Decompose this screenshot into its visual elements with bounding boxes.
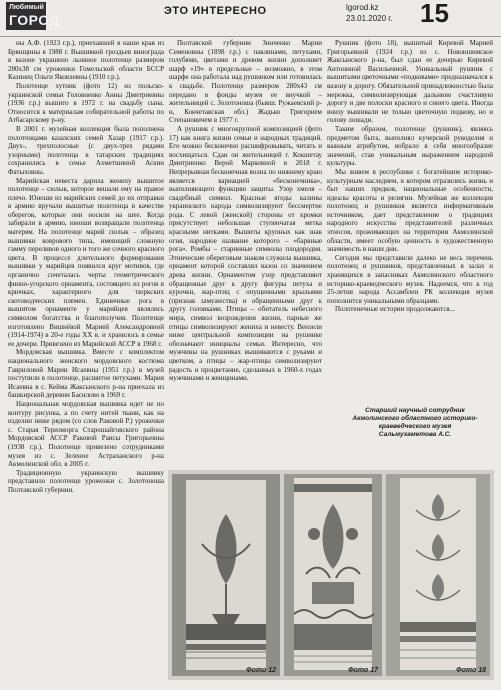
- photo-caption: Фото 12: [246, 667, 276, 674]
- byline-museum: Акмолинского областного историко-краеведческого музея: [352, 415, 478, 430]
- towel-17-image: [284, 474, 382, 676]
- photo-caption: Фото 17: [348, 667, 378, 674]
- paragraph: Мордовская вышивка. Вместе с комплектом национального женского мордовского костюма Гавриловой Марии Исаевны (1951 г.р.) в музей поступили в полотенце, расшитое петухами. Мария Исаевна в с. Кейма Жаксынского р-на приехала из башкирской деревни Басилово в 1969 г.: [8, 348, 164, 400]
- paragraph: Полотенечные истории продолжаются...: [335, 305, 455, 314]
- paragraph: Таким образом, полотенце (рушник), являясь предметом быта, выполнял кучерской рукоделия и важным атрибутом, вобрало в себя многообразие значений, став уникальным выражением народной культуры.: [327, 124, 493, 168]
- paragraph: Традиционную украинскую вышивку представило полотенце уроженки с. Золотоноша Полтавской губернии.: [8, 468, 164, 494]
- photo-caption: Фото 18: [456, 667, 486, 674]
- paragraph: Полотенце хутник (фото 12) из польско-украинской семьи Головненко Анны Дмитриевны (1936 г.р.) вышито в 1972 г. на свадьбу сына. Относится к материалам собирательной работы по Атбасарскому р-ну.: [8, 81, 164, 125]
- article-column-2: [169, 39, 322, 486]
- byline-author: Сальмухаметова А.С.: [378, 431, 452, 438]
- paragraph: Марийская невеста дарила жениху вышитое полотенце – сюлык, которое вешали ему на правое плечо. Юноши из марийских семей до их отправки в армию вручали вышитые полотенца в качестве оберегов, которые они носили на шее. Когда забирали в армию, юноши возвращали полотенца матерям. На полотенце марий сюлык – образец вышивки коврового типа, имеющий сложную гамму переливов одного и того же сочного красного цвета. В процессе длительного формирования вышивки у марийцев появился круг мотивов, где органично сочеталась черты геометрического финно-угорского орнамента, состоящего из рогов в крючках, характерного для тюркских скотоводческих племен. Единичные рога в вышитом орнаменте у марийцев являлись символом богатства и благополучия. Полотенце изготовлено Вишнёвой Марией Александровной (1914-1974) в 20-е годы XX в. и хранилось в семье ее дочери. Привезено из Марийской АССР в 1968 г.: [8, 176, 164, 348]
- photo-towel-17: [284, 474, 382, 676]
- towel-12-image: [172, 474, 280, 676]
- paragraph: А рушник с многокрупной композицией (фото 17) как книга жизни семьи и народных традиций. Его можно бесконечно расшифровывать, читать и восхищаться. Сдан он жительницей г. Кокшетау Дмитриенко Верой Марковной в 2018 г. Непрерывная бесконечная волна по нижнему краю является вариацией «бесконечника», выполняющего функцию защиты. Узор хмеля – свадебный символ. Красные ягоды калины украинского народа символизируют бессмертие рода. С левой (женской) стороны от кромки присутствует небольшая ступенчатая метка красными нитками. Вышиты крупных как знак огня, народное название которого – «барвные рога». Ромбы – старинные символы плодородия. Этнические обереговым знаком служила вышивка, орнамент которой составлял вазон со значением древа жизни. Орнаментом узор представляют обращенные друг к другу фигуры петуха и курочки, жар-птиц с опущенными крыльями (признак замужества) и обращенными друг к другу головками. Птицы – обитатель небесного мира, символ возрождения жизни, парные же птицы символизируют жениха и невесту. Вензели ниже центральной композиции на рушнике обозначают инициалы семьи. Интересно, что мужчины на рушниках вышиваются с руками и цветком, а птицы – жар-птицы символизируют радость и процветание, сделанных в 1960-х годах мужчинами и женщинами.: [169, 124, 322, 383]
- paragraph: Национальная мордовская вышивка идет не по контуру рисунка, а по счету нитей ткани, как на изделии ниже рядом (со слов Раковой Р.) уроженки с. Старая Теризморга Старошайговского района Мордовской АССР Раковой Раисы Григорьевны (1938 г.р.). Полотенце привезено сотрудниками музея из с. Зеленое Астраханского р-на Акмолинской обл. в 2005 г.: [8, 399, 164, 469]
- towel-18-image: [386, 474, 490, 676]
- logo-line2: ГОРОД: [9, 12, 60, 28]
- byline-position: Старший научный сотрудник: [365, 407, 465, 414]
- newspaper-logo: [6, 2, 60, 30]
- article-column-1: [8, 39, 164, 687]
- photo-towel-18: [386, 474, 490, 676]
- paragraph: В 2001 г. музейная коллекция была пополнена полотенцами казахских семей Хазар (1917 г.р.). Двух-, трехполосные (с двух-трех рядами узорными) полотенца в татарских традициях сохранились в семье Ахметшиной Аскии Фатыховны.: [8, 124, 164, 176]
- issue-date: 23.01.2020 г.: [346, 14, 393, 23]
- author-byline: [340, 407, 490, 439]
- photo-towel-12: [172, 474, 280, 676]
- paragraph: ны А.Ф. (1923 г.р.), приехавшей в наши края из Брянщины в 1988 г. Вышивкой гроздьев винограда в вазоне украшено льняное полотенце размером 280x38 см уроженки Гомельской области БССР Казинец Ольги Яковлевны (1910 г.р.).: [8, 39, 164, 82]
- logo-line1: Любимый: [9, 4, 44, 11]
- page-number: 15: [420, 0, 449, 28]
- article-column-3: [327, 39, 493, 444]
- paragraph: Рушник (фото 18), вышитый Киревой Марией Григорьевной (1924 г.р.) из с. Новоишимское Жаксынского р-на, был сдан ее дочерью Киревой Антониной Васильевной. Уникальный рушник с вышитыми цветочными «подковами» предназначался к вазону в дорогу. Обязательной принадлежностью была мережка, символизирующая дальнюю счастливую дорогу и две полоски красного и синего цвета. Иногда внизу вышивали не только цветочную подкову, но и голову лошади.: [327, 39, 493, 125]
- page-header: [0, 0, 501, 37]
- rubric-title: ЭТО ИНТЕРЕСНО: [164, 5, 267, 17]
- site-url: lgorod.kz: [346, 3, 379, 12]
- paragraph: Сегодня мы представили далеко не весь перечень полотенец и рушников, представленных в залах и хранящихся в запасниках Акмолинского областного историко-краеведческого музея. Надеемся, что к год 25-летия народа Ассамблеи РК коллекция музея пополнится уникальными образцами.: [327, 253, 493, 305]
- paragraph: Полтавской губернии Зинченко Марии Семеновны (1898 г.р.) с павлинами, петухами, голубями, цветами и древом жизни дополняет шарф «19» в предельные – возможно, в этом шарфе она работала над рушником или готовилась к свадьбе. Полотенце размером 280x43 см передано в фонды музея ее внучкой – жительницей с. Золотоноша (бывш. Ружаевский р-н, Кокчетавская обл.) Жадько Григорием Степановичем в 1977 г.: [169, 39, 322, 125]
- paragraph: Мы живем в республике с богатейшим историко-культурным наследием, в котором отразились жизнь и быт наших предков, национальные особенности, идеалы красоты и религии. Музейная же коллекция полотенец и рушников является информативным источником, дает представление о традициях народного искусства представителей различных этносов, проживающих на территории Акмолинской области, имеет особую ценность в художественную значимость в наши дни.: [327, 167, 493, 254]
- photo-strip: [168, 470, 494, 680]
